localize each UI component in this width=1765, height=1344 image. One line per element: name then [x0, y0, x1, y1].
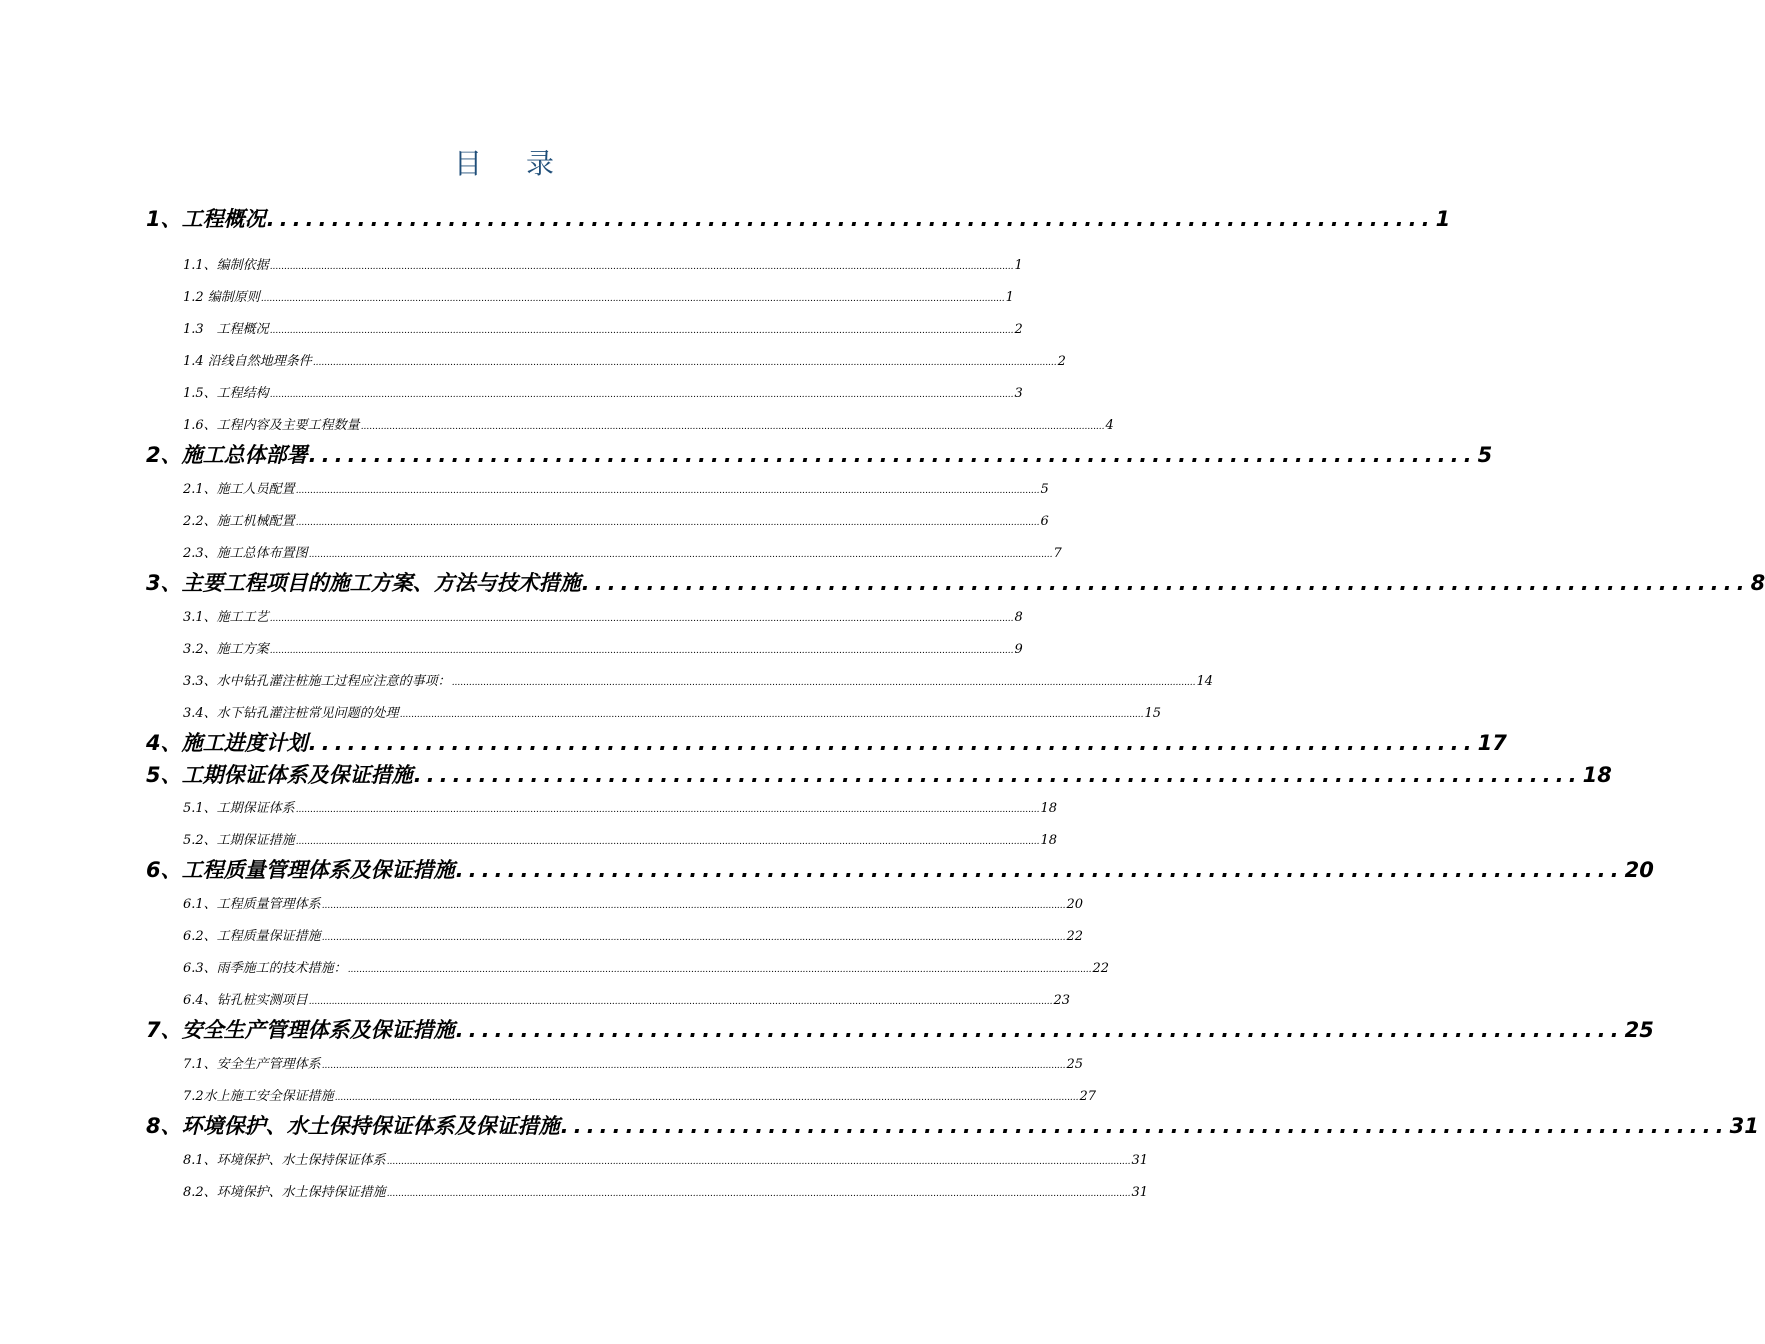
toc-page-number: 9 — [1014, 642, 1023, 657]
toc-page-number: 22 — [1092, 961, 1110, 976]
toc-dot-leader: .......................................................................................... — [266, 207, 1435, 231]
toc-entry-section[interactable] — [183, 542, 1062, 562]
toc-entry-section[interactable] — [183, 286, 1014, 306]
toc-entry-chapter[interactable] — [146, 727, 1507, 757]
toc-entry-label: 6.2、工程质量保证措施 — [183, 929, 321, 944]
toc-entry-section[interactable] — [183, 414, 1114, 434]
toc-entry-section[interactable] — [183, 702, 1162, 722]
toc-dot-leader: .................................................................................................................................................................................................................................................................... — [308, 550, 1053, 560]
toc-entry-label: 8、环境保护、水土保持保证体系及保证措施 — [146, 1114, 560, 1138]
toc-dot-leader: .................................................................................................................................................................................................................................................................... — [334, 1093, 1079, 1103]
toc-dot-leader: .................................................................................................................................................................................................................................................................... — [295, 805, 1040, 815]
toc-entry-chapter[interactable] — [146, 759, 1612, 789]
toc-entry-label: 6.3、雨季施工的技术措施： — [183, 961, 347, 976]
toc-entry-section[interactable] — [183, 606, 1023, 626]
toc-page-number: 31 — [1131, 1153, 1149, 1168]
toc-entry-label: 2.3、施工总体布置图 — [183, 546, 308, 561]
toc-entry-section[interactable] — [183, 670, 1214, 690]
toc-page-number: 18 — [1040, 833, 1058, 848]
toc-page-number: 1 — [1014, 258, 1023, 273]
toc-entry-label: 1.6、工程内容及主要工程数量 — [183, 418, 360, 433]
toc-entry-section[interactable] — [183, 638, 1023, 658]
toc-dot-leader: .......................................................................................... — [308, 443, 1477, 467]
toc-dot-leader: .................................................................................................................................................................................................................................................................... — [295, 518, 1040, 528]
toc-dot-leader: .................................................................................................................................................................................................................................................................... — [399, 710, 1144, 720]
toc-entry-section[interactable] — [183, 350, 1066, 370]
toc-page-number: 22 — [1066, 929, 1084, 944]
toc-entry-label: 2、施工总体部署 — [146, 443, 308, 467]
toc-dot-leader: .......................................................................................... — [455, 858, 1624, 882]
toc-page-number: 1 — [1435, 207, 1451, 231]
toc-page-number: 18 — [1582, 763, 1612, 787]
toc-entry-label: 6.1、工程质量管理体系 — [183, 897, 321, 912]
toc-dot-leader: .................................................................................................................................................................................................................................................................... — [386, 1157, 1131, 1167]
toc-dot-leader: .......................................................................................... — [308, 731, 1477, 755]
toc-page-number: 18 — [1040, 801, 1058, 816]
toc-entry-label: 3、主要工程项目的施工方案、方法与技术措施 — [146, 571, 581, 595]
toc-entry-section[interactable] — [183, 318, 1023, 338]
toc-dot-leader: .................................................................................................................................................................................................................................................................... — [269, 262, 1014, 272]
toc-entry-label: 1、工程概况 — [146, 207, 266, 231]
toc-entry-label: 3.3、水中钻孔灌注桩施工过程应注意的事项： — [183, 674, 451, 689]
title-char-right: 录 — [526, 147, 555, 180]
toc-page-number: 2 — [1057, 354, 1066, 369]
toc-page-number: 20 — [1624, 858, 1654, 882]
toc-page-number: 31 — [1131, 1185, 1149, 1200]
toc-entry-label: 4、施工进度计划 — [146, 731, 308, 755]
toc-dot-leader: .................................................................................................................................................................................................................................................................... — [347, 965, 1092, 975]
toc-dot-leader: .................................................................................................................................................................................................................................................................... — [308, 997, 1053, 1007]
toc-dot-leader: .................................................................................................................................................................................................................................................................... — [360, 422, 1105, 432]
toc-entry-label: 1.3 工程概况 — [183, 322, 269, 337]
toc-entry-label: 8.2、环境保护、水土保持保证措施 — [183, 1185, 386, 1200]
toc-dot-leader: .................................................................................................................................................................................................................................................................... — [312, 358, 1057, 368]
toc-entry-section[interactable] — [183, 1085, 1097, 1105]
toc-entry-chapter[interactable] — [146, 203, 1451, 233]
toc-entry-section[interactable] — [183, 957, 1110, 977]
toc-entry-label: 1.1、编制依据 — [183, 258, 269, 273]
toc-page-number: 31 — [1729, 1114, 1759, 1138]
toc-dot-leader: .................................................................................................................................................................................................................................................................... — [321, 901, 1066, 911]
toc-dot-leader: .................................................................................................................................................................................................................................................................... — [386, 1189, 1131, 1199]
toc-page-number: 1 — [1005, 290, 1014, 305]
toc-entry-label: 1.5、工程结构 — [183, 386, 269, 401]
toc-dot-leader: .......................................................................................... — [455, 1018, 1624, 1042]
toc-entry-section[interactable] — [183, 797, 1058, 817]
toc-entry-section[interactable] — [183, 510, 1049, 530]
toc-page-number: 5 — [1477, 443, 1493, 467]
page-title — [0, 142, 1008, 182]
toc-page-number: 8 — [1014, 610, 1023, 625]
toc-page-number: 25 — [1624, 1018, 1654, 1042]
toc-dot-leader: .................................................................................................................................................................................................................................................................... — [321, 933, 1066, 943]
toc-entry-label: 7、安全生产管理体系及保证措施 — [146, 1018, 455, 1042]
toc-page-number: 3 — [1014, 386, 1023, 401]
toc-dot-leader: .................................................................................................................................................................................................................................................................... — [260, 294, 1005, 304]
toc-entry-section[interactable] — [183, 1181, 1149, 1201]
toc-dot-leader: .......................................................................................... — [560, 1114, 1729, 1138]
title-char-left: 目 — [453, 147, 482, 180]
toc-entry-section[interactable] — [183, 254, 1023, 274]
toc-page-number: 6 — [1040, 514, 1049, 529]
toc-dot-leader: .................................................................................................................................................................................................................................................................... — [269, 646, 1014, 656]
toc-dot-leader: .................................................................................................................................................................................................................................................................... — [269, 614, 1014, 624]
toc-entry-label: 5.1、工期保证体系 — [183, 801, 295, 816]
toc-entry-label: 7.1、安全生产管理体系 — [183, 1057, 321, 1072]
toc-entry-section[interactable] — [183, 478, 1049, 498]
toc-page-number: 17 — [1477, 731, 1507, 755]
toc-entry-label: 1.4 沿线自然地理条件 — [183, 354, 312, 369]
toc-page-number: 5 — [1040, 482, 1049, 497]
toc-entry-label: 6.4、钻孔桩实测项目 — [183, 993, 308, 1008]
toc-entry-chapter[interactable] — [146, 567, 1765, 597]
toc-entry-label: 2.1、施工人员配置 — [183, 482, 295, 497]
toc-entry-label: 5、工期保证体系及保证措施 — [146, 763, 413, 787]
toc-entry-chapter[interactable] — [146, 1110, 1759, 1140]
toc-entry-section[interactable] — [183, 382, 1023, 402]
toc-entry-section[interactable] — [183, 829, 1058, 849]
toc-page-number: 23 — [1053, 993, 1071, 1008]
toc-entry-section[interactable] — [183, 893, 1084, 913]
toc-page-number: 8 — [1750, 571, 1765, 595]
toc-dot-leader: .......................................................................................... — [581, 571, 1750, 595]
toc-entry-chapter[interactable] — [146, 1014, 1654, 1044]
toc-dot-leader: .................................................................................................................................................................................................................................................................... — [321, 1061, 1066, 1071]
toc-entry-label: 7.2水上施工安全保证措施 — [183, 1089, 334, 1104]
toc-page-number: 25 — [1066, 1057, 1084, 1072]
toc-entry-label: 1.2 编制原则 — [183, 290, 260, 305]
toc-entry-chapter[interactable] — [146, 854, 1654, 884]
toc-page-number: 15 — [1144, 706, 1162, 721]
toc-dot-leader: .................................................................................................................................................................................................................................................................... — [269, 326, 1014, 336]
toc-entry-label: 3.4、水下钻孔灌注桩常见问题的处理 — [183, 706, 399, 721]
toc-dot-leader: .................................................................................................................................................................................................................................................................... — [295, 837, 1040, 847]
toc-dot-leader: .......................................................................................... — [413, 763, 1582, 787]
toc-entry-label: 3.1、施工工艺 — [183, 610, 269, 625]
toc-entry-label: 6、工程质量管理体系及保证措施 — [146, 858, 455, 882]
toc-page-number: 2 — [1014, 322, 1023, 337]
toc-dot-leader: .................................................................................................................................................................................................................................................................... — [451, 678, 1196, 688]
toc-dot-leader: .................................................................................................................................................................................................................................................................... — [269, 390, 1014, 400]
toc-entry-label: 5.2、工期保证措施 — [183, 833, 295, 848]
toc-page-number: 4 — [1105, 418, 1114, 433]
toc-dot-leader: .................................................................................................................................................................................................................................................................... — [295, 486, 1040, 496]
toc-entry-label: 8.1、环境保护、水土保持保证体系 — [183, 1153, 386, 1168]
toc-entry-section[interactable] — [183, 989, 1071, 1009]
toc-entry-label: 3.2、施工方案 — [183, 642, 269, 657]
toc-entry-section[interactable] — [183, 1149, 1149, 1169]
toc-entry-label: 2.2、施工机械配置 — [183, 514, 295, 529]
toc-page-number: 14 — [1196, 674, 1214, 689]
toc-page-number: 27 — [1079, 1089, 1097, 1104]
toc-entry-section[interactable] — [183, 925, 1084, 945]
toc-page-number: 7 — [1053, 546, 1062, 561]
toc-entry-chapter[interactable] — [146, 439, 1493, 469]
toc-entry-section[interactable] — [183, 1053, 1084, 1073]
toc-page-number: 20 — [1066, 897, 1084, 912]
